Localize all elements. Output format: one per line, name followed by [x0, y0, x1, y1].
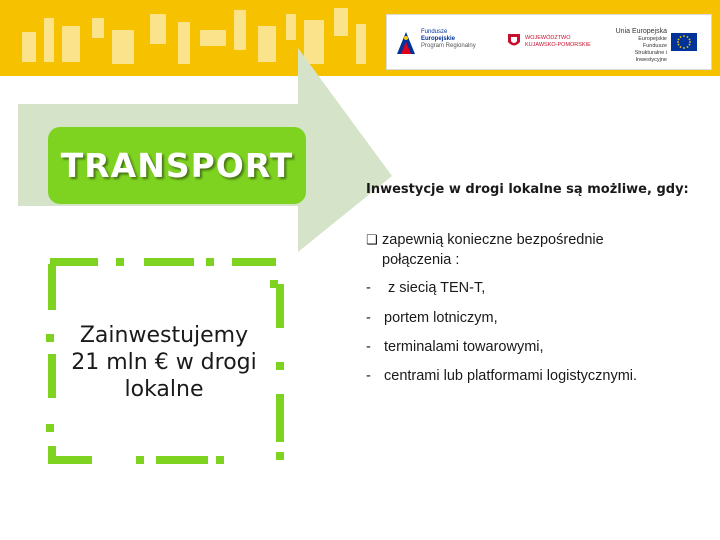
transport-box: [48, 127, 306, 204]
checkbox-bullet-icon: ❑: [366, 232, 378, 247]
eu-logo-line3: Strukturalne i Inwestycyjne: [634, 50, 667, 63]
region-logo-line2: KUJAWSKO-POMORSKIE: [525, 42, 591, 48]
condition-main-item: [366, 230, 666, 270]
eu-logo-line1: Unia Europejska: [615, 28, 667, 35]
sub-item-text: z siecią TEN-T,: [384, 280, 486, 296]
sub-item-dash: -: [366, 339, 371, 355]
sub-item-dash: -: [366, 368, 371, 384]
funds-logo-line3: Program Regionalny: [421, 43, 476, 49]
sub-item: [366, 280, 485, 296]
condition-main-text: zapewnią konieczne bezpośrednie połączenia :: [382, 232, 604, 268]
sub-item-dash: -: [366, 280, 371, 296]
sub-item: [366, 368, 637, 384]
eu-logo-line2: Europejskie Fundusze: [638, 36, 667, 49]
funds-logo-line1: Fundusze: [421, 29, 448, 35]
sub-item-dash: -: [366, 310, 371, 326]
funds-logo-line2: Europejskie: [421, 36, 456, 42]
region-logo-line1: WOJEWÓDZTWO: [525, 35, 571, 41]
transport-label: TRANSPORT: [60, 146, 294, 185]
investment-text: Zainwestujemy 21 mln € w drogi lokalne: [71, 323, 257, 402]
sub-item: [366, 339, 544, 355]
conditions-heading: Inwestycje w drogi lokalne są możliwe, gdy:: [366, 182, 689, 197]
sub-item-text: terminalami towarowymi,: [384, 339, 544, 355]
sub-item: [366, 310, 498, 326]
sub-item-text: centrami lub platformami logistycznymi.: [384, 368, 638, 384]
sub-item-text: portem lotniczym,: [384, 310, 498, 326]
